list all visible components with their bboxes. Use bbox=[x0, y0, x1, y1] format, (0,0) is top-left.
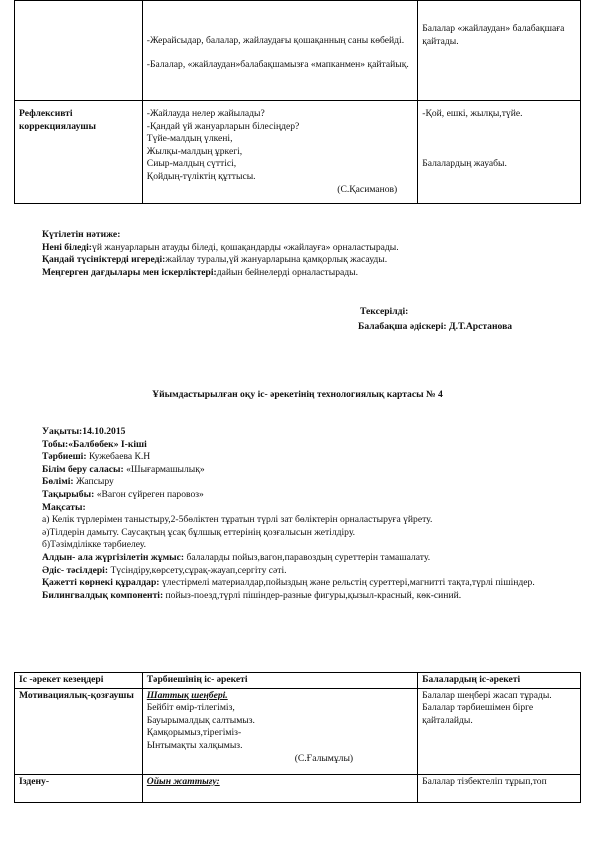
field-value: 14.10.2015 bbox=[82, 426, 126, 437]
expected-results bbox=[42, 229, 582, 279]
spacer bbox=[422, 121, 576, 158]
field-teacher bbox=[42, 451, 582, 464]
extra-value: пойыз-поезд,түрлі пішіндер-разные фигуры,қызыл-красный, көк-синий. bbox=[163, 589, 462, 601]
extra-label: Әдіс- тәсілдері: bbox=[42, 564, 109, 576]
teacher-line: Түйе-малдың үлкені, bbox=[146, 133, 233, 145]
field-label: Уақыты: bbox=[42, 426, 83, 437]
checker-block bbox=[358, 306, 512, 333]
goals-label: Мақсаты: bbox=[42, 501, 86, 513]
poem-author: (С.Қасиманов) bbox=[337, 183, 398, 195]
teacher-cell bbox=[142, 688, 417, 774]
children-line: Балалар шеңбері жасап тұрады. Балалар тәрбиешімен бірге қайталайды. bbox=[422, 689, 552, 726]
spacer bbox=[147, 48, 413, 59]
stage-label: Мотивациялық-қозғаушы bbox=[19, 689, 134, 701]
activity-heading: Ойын жаттығу: bbox=[146, 775, 220, 787]
children-line: -Қой, ешкі, жылқы,түйе. bbox=[422, 108, 523, 119]
teacher-line: -Жерайсыдар, балалар, жайлаудағы қошақанның саны көбейді. bbox=[146, 35, 405, 46]
field-value: Кужебаева К.Н bbox=[86, 451, 151, 463]
extra-line bbox=[42, 565, 582, 578]
table-row bbox=[15, 101, 581, 204]
children-cell bbox=[418, 1, 581, 101]
activity-heading: Шаттық шеңбері. bbox=[146, 689, 228, 701]
card-title: Ұйымдастырылған оқу іс- әрекетінің технологиялық картасы № 4 bbox=[152, 389, 443, 400]
stage-cell: Рефлексивті коррекциялаушы bbox=[15, 101, 143, 204]
goal-line: б)Тәзімділікке тәрбиелеу. bbox=[42, 539, 147, 551]
children-line: Балалар тізбектеліп тұрып,топ bbox=[422, 775, 547, 787]
teacher-cell bbox=[142, 101, 417, 204]
teacher-cell bbox=[142, 774, 417, 802]
field-value: «Вагон сүйреген паровоз» bbox=[94, 488, 204, 500]
field-date bbox=[42, 426, 582, 439]
table-row bbox=[15, 1, 581, 101]
teacher-line: -Балалар, «жайлаудан»балабақшамызға «мапканмен» қайтайық. bbox=[146, 58, 409, 70]
teacher-line: -Қандай үй жануарларын білесіңдер? bbox=[146, 120, 300, 132]
activity-table-top bbox=[14, 0, 581, 204]
results-text: үй жануарларын атауды біледі, қошақандарды «жайлауға» орналастырады. bbox=[92, 241, 399, 253]
field-group bbox=[42, 439, 582, 452]
column-header: Балалардың іс-әрекеті bbox=[418, 673, 581, 689]
results-line bbox=[42, 242, 582, 255]
children-line: Балалардың жауабы. bbox=[422, 157, 507, 169]
results-label: Қандай түсініктерді игереді: bbox=[42, 254, 166, 266]
extra-label: Билингвалдық компоненті: bbox=[42, 589, 164, 601]
field-value: «Балбөбек» І-кіші bbox=[68, 438, 147, 450]
teacher-cell bbox=[142, 1, 417, 101]
results-text: жайлау туралы,үй жануарларына қамқорлық жасауды. bbox=[165, 254, 388, 266]
children-cell bbox=[418, 101, 581, 204]
extra-value: үлестірмелі материалдар,пойыздың және рельстің суреттері,магнитті тақта,түрлі пішіндер. bbox=[159, 577, 535, 589]
results-line bbox=[42, 267, 582, 280]
stage-cell bbox=[15, 688, 143, 774]
field-label: Тобы: bbox=[42, 438, 69, 450]
checker-line: Балабақша әдіскері: Д.Т.Арстанова bbox=[358, 320, 513, 332]
results-heading: Күтілетін нәтиже: bbox=[42, 229, 121, 240]
checker-label: Тексерілді: bbox=[360, 306, 409, 317]
table-header-row bbox=[15, 673, 581, 689]
table-row bbox=[15, 774, 581, 802]
field-topic bbox=[42, 489, 582, 502]
poem-line: Бейбіт өмір-тілегіміз, bbox=[146, 702, 235, 714]
extra-label: Алдын- ала жүргізілетін жұмыс: bbox=[42, 551, 185, 563]
table-row bbox=[15, 688, 581, 774]
poem-line: Ынтымақты халқымыз. bbox=[146, 739, 243, 751]
teacher-line: -Жайлауда нелер жайылады? bbox=[146, 108, 265, 119]
poem-line: Бауырымалдық салтымыз. bbox=[146, 714, 255, 726]
extra-value: Түсіндіру,көрсету,сұрақ-жауап,сергіту сәті. bbox=[108, 564, 287, 576]
poem-line: Қамқорымыз,тірегіміз- bbox=[146, 727, 242, 739]
field-area bbox=[42, 464, 582, 477]
poem-author: (С.Ғалымұлы) bbox=[294, 752, 354, 764]
children-cell bbox=[418, 688, 581, 774]
field-value: Жапсыру bbox=[73, 476, 114, 488]
goal-line: ә)Тілдерін дамыту. Саусақтың ұсақ бұлшық еттерінің қозғалысын жетілдіру. bbox=[42, 526, 356, 538]
teacher-line: Қойдың-түліктің құттысы. bbox=[146, 170, 256, 182]
field-section bbox=[42, 476, 582, 489]
field-label: Білім беру саласы: bbox=[42, 463, 124, 475]
card-fields bbox=[42, 426, 582, 602]
activity-table-bottom bbox=[14, 672, 581, 803]
stage-cell bbox=[15, 1, 143, 101]
extra-line bbox=[42, 552, 582, 565]
field-value: «Шығармашылық» bbox=[123, 463, 205, 475]
children-cell bbox=[418, 774, 581, 802]
field-label: Тақырыбы: bbox=[42, 488, 95, 500]
extra-value: балаларды пойыз,вагон,паравоздың суреттерін тамашалату. bbox=[184, 551, 431, 563]
field-label: Бөлімі: bbox=[42, 476, 74, 488]
children-line: Балалар «жайлаудан» балабақшаға қайтады. bbox=[422, 23, 565, 47]
teacher-line: Сиыр-малдың сүттісі, bbox=[146, 158, 237, 170]
column-header: Тәрбиешінің іс- әрекеті bbox=[142, 673, 417, 689]
teacher-line: Жылқы-малдың ұркегі, bbox=[146, 145, 243, 157]
results-text: дайын бейнелерді орналастырады. bbox=[216, 266, 358, 278]
extra-label: Қажетті көрнекі құралдар: bbox=[42, 577, 160, 589]
stage-cell bbox=[15, 774, 143, 802]
goal-line: а) Келік түрлерімен таныстыру,2-5бөліктен тұратын түрлі зат бөліктерін орналастыруға үйрету. bbox=[42, 514, 433, 526]
results-label: Меңгерген дағдылары мен іскерліктері: bbox=[42, 266, 217, 278]
results-line bbox=[42, 254, 582, 267]
column-header: Іс -әрекет кезеңдері bbox=[15, 673, 143, 689]
extra-line bbox=[42, 590, 562, 603]
stage-label: Іздену- bbox=[19, 775, 50, 787]
results-label: Нені біледі: bbox=[42, 241, 93, 253]
extra-line bbox=[42, 577, 562, 590]
field-label: Тәрбиеші: bbox=[42, 451, 87, 463]
